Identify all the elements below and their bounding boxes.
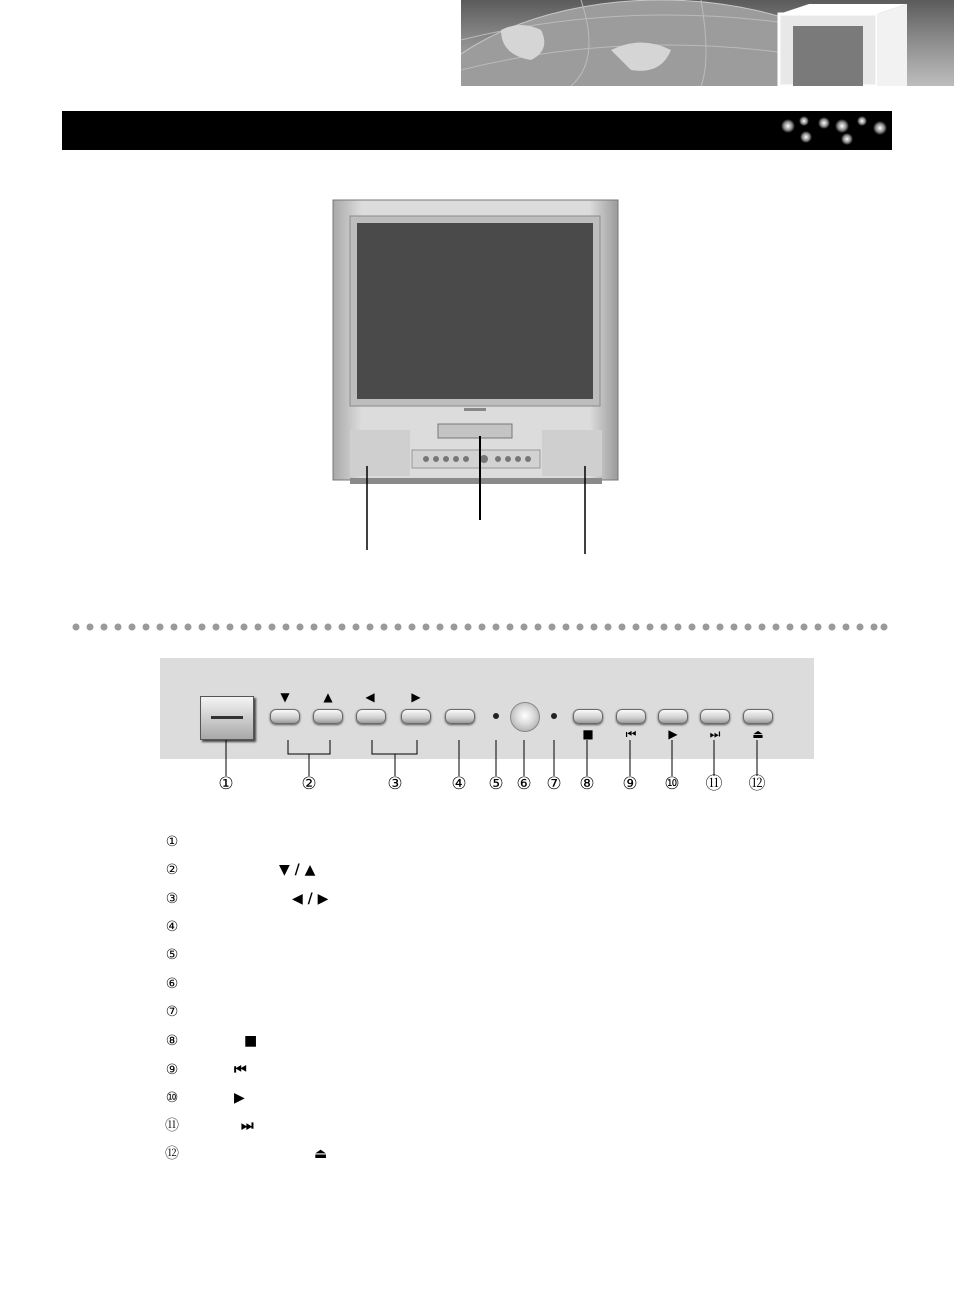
stop-button[interactable]: [573, 709, 603, 724]
header-banner-graphic: [461, 0, 954, 86]
decorative-dots: [774, 113, 892, 149]
legend-num-7: ⑦: [165, 1004, 179, 1020]
play-button[interactable]: [658, 709, 688, 724]
volume-up-icon: ▶: [411, 690, 421, 704]
remote-sensor: [510, 702, 540, 732]
legend-num-4: ④: [165, 919, 179, 935]
channel-down-icon: ▼: [280, 690, 290, 704]
callout-2: ②: [301, 774, 317, 794]
legend-sym-9: ⏮: [234, 1062, 247, 1078]
legend-num-3: ③: [165, 891, 179, 907]
legend-num-8: ⑧: [165, 1033, 179, 1049]
legend-num-5: ⑤: [165, 947, 179, 963]
legend-num-1: ①: [165, 834, 179, 850]
stop-icon: ■: [582, 727, 594, 741]
callout-9: ⑨: [622, 774, 638, 794]
legend-sym-3: ◀ / ▶: [292, 891, 329, 907]
legend-sym-8: ■: [244, 1033, 258, 1049]
volume-up-button[interactable]: [401, 709, 431, 724]
callout-10: ⑩: [664, 774, 680, 794]
previous-icon: ⏮: [625, 727, 637, 741]
tv-front-illustration: [330, 198, 620, 558]
next-button[interactable]: [700, 709, 730, 724]
legend-sym-2: ▼ / ▲: [279, 862, 316, 878]
channel-up-button[interactable]: [313, 709, 343, 724]
channel-down-button[interactable]: [270, 709, 300, 724]
callout-6: ⑥: [516, 774, 532, 794]
legend-num-2: ②: [165, 862, 179, 878]
callout-4: ④: [451, 774, 467, 794]
previous-button[interactable]: [616, 709, 646, 724]
legend-sym-10: ▶: [234, 1090, 245, 1106]
volume-down-icon: ◀: [365, 690, 375, 704]
callout-3: ③: [387, 774, 403, 794]
volume-down-button[interactable]: [356, 709, 386, 724]
dotted-divider: [70, 621, 890, 633]
callout-11: ⑪: [705, 774, 723, 794]
channel-up-icon: ▲: [323, 690, 333, 704]
tv-drawing: [330, 198, 620, 558]
section-title-bar: [62, 111, 892, 150]
next-icon: ⏭: [709, 727, 721, 741]
callout-8: ⑧: [579, 774, 595, 794]
legend-num-12: ⑫: [165, 1146, 179, 1162]
legend-num-9: ⑨: [165, 1062, 179, 1078]
callout-12: ⑫: [748, 774, 766, 794]
legend-num-10: ⑩: [165, 1090, 179, 1106]
globe-tv-graphic: [461, 0, 954, 86]
power-button[interactable]: [200, 696, 254, 740]
callout-1: ①: [218, 774, 234, 794]
legend-sym-12: ⏏: [314, 1146, 328, 1162]
callout-7: ⑦: [546, 774, 562, 794]
legend-num-6: ⑥: [165, 976, 179, 992]
standby-led: [551, 713, 557, 719]
legend-sym-11: ⏭: [241, 1118, 254, 1134]
eject-button[interactable]: [743, 709, 773, 724]
legend-num-11: ⑪: [165, 1118, 179, 1134]
callout-5: ⑤: [488, 774, 504, 794]
eject-icon: ⏏: [752, 727, 764, 741]
menu-button[interactable]: [445, 709, 475, 724]
play-icon: ▶: [668, 727, 678, 741]
indicator-led: [493, 713, 499, 719]
